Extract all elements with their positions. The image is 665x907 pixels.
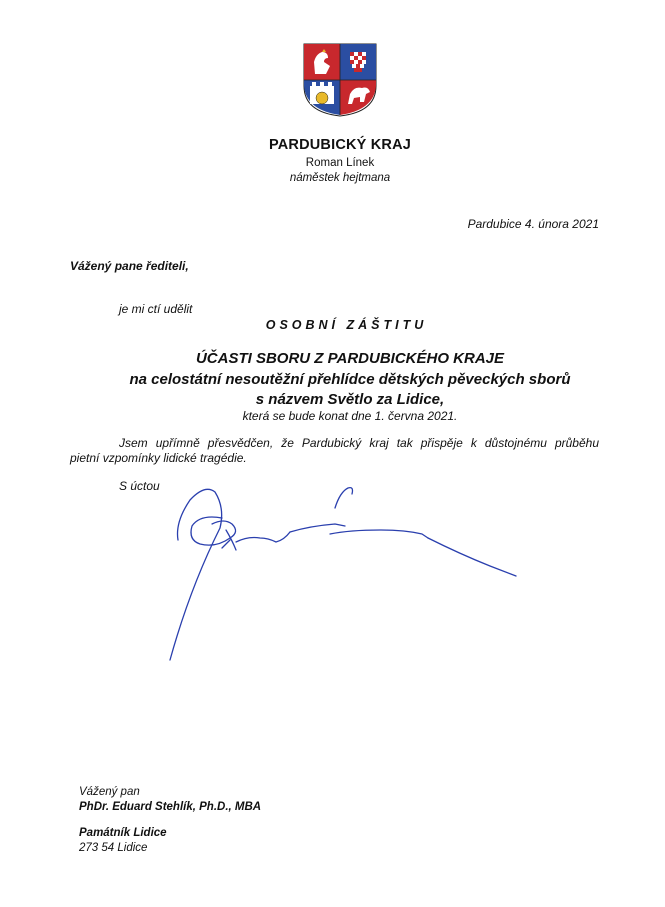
sender-role: náměstek hejtmana <box>289 172 391 184</box>
body-text-line-1: Jsem upřímně přesvědčen, že Pardubický kraj tak přispěje k důstojnému průběhu <box>119 436 599 450</box>
recipient-institution: Památník Lidice <box>79 827 167 839</box>
intro-text: je mi ctí udělit <box>119 302 193 316</box>
recipient-salutation: Vážený pan <box>79 786 140 798</box>
event-date: která se bude konat dne 1. června 2021. <box>242 409 458 423</box>
salutation: Vážený pane řediteli, <box>70 259 189 273</box>
event-name: s názvem Světlo za Lidice, <box>255 391 445 408</box>
recipient-name: PhDr. Eduard Stehlík, Ph.D., MBA <box>79 801 262 813</box>
closing: S úctou <box>119 479 160 493</box>
place-date: Pardubice 4. února 2021 <box>467 217 599 231</box>
signature <box>160 478 530 668</box>
coat-of-arms-icon <box>302 42 378 118</box>
event-heading: ÚČASTI SBORU Z PARDUBICKÉHO KRAJE <box>195 350 505 367</box>
organization-name: PARDUBICKÝ KRAJ <box>268 137 412 153</box>
recipient-address: 273 54 Lidice <box>79 842 148 854</box>
body-text-line-2: pietní vzpomínky lidické tragédie. <box>70 451 247 465</box>
sender-name: Roman Línek <box>305 157 375 169</box>
letter-title: OSOBNÍ ZÁŠTITU <box>265 318 428 332</box>
event-description: na celostátní nesoutěžní přehlídce dětských pěveckých sborů <box>129 371 571 388</box>
